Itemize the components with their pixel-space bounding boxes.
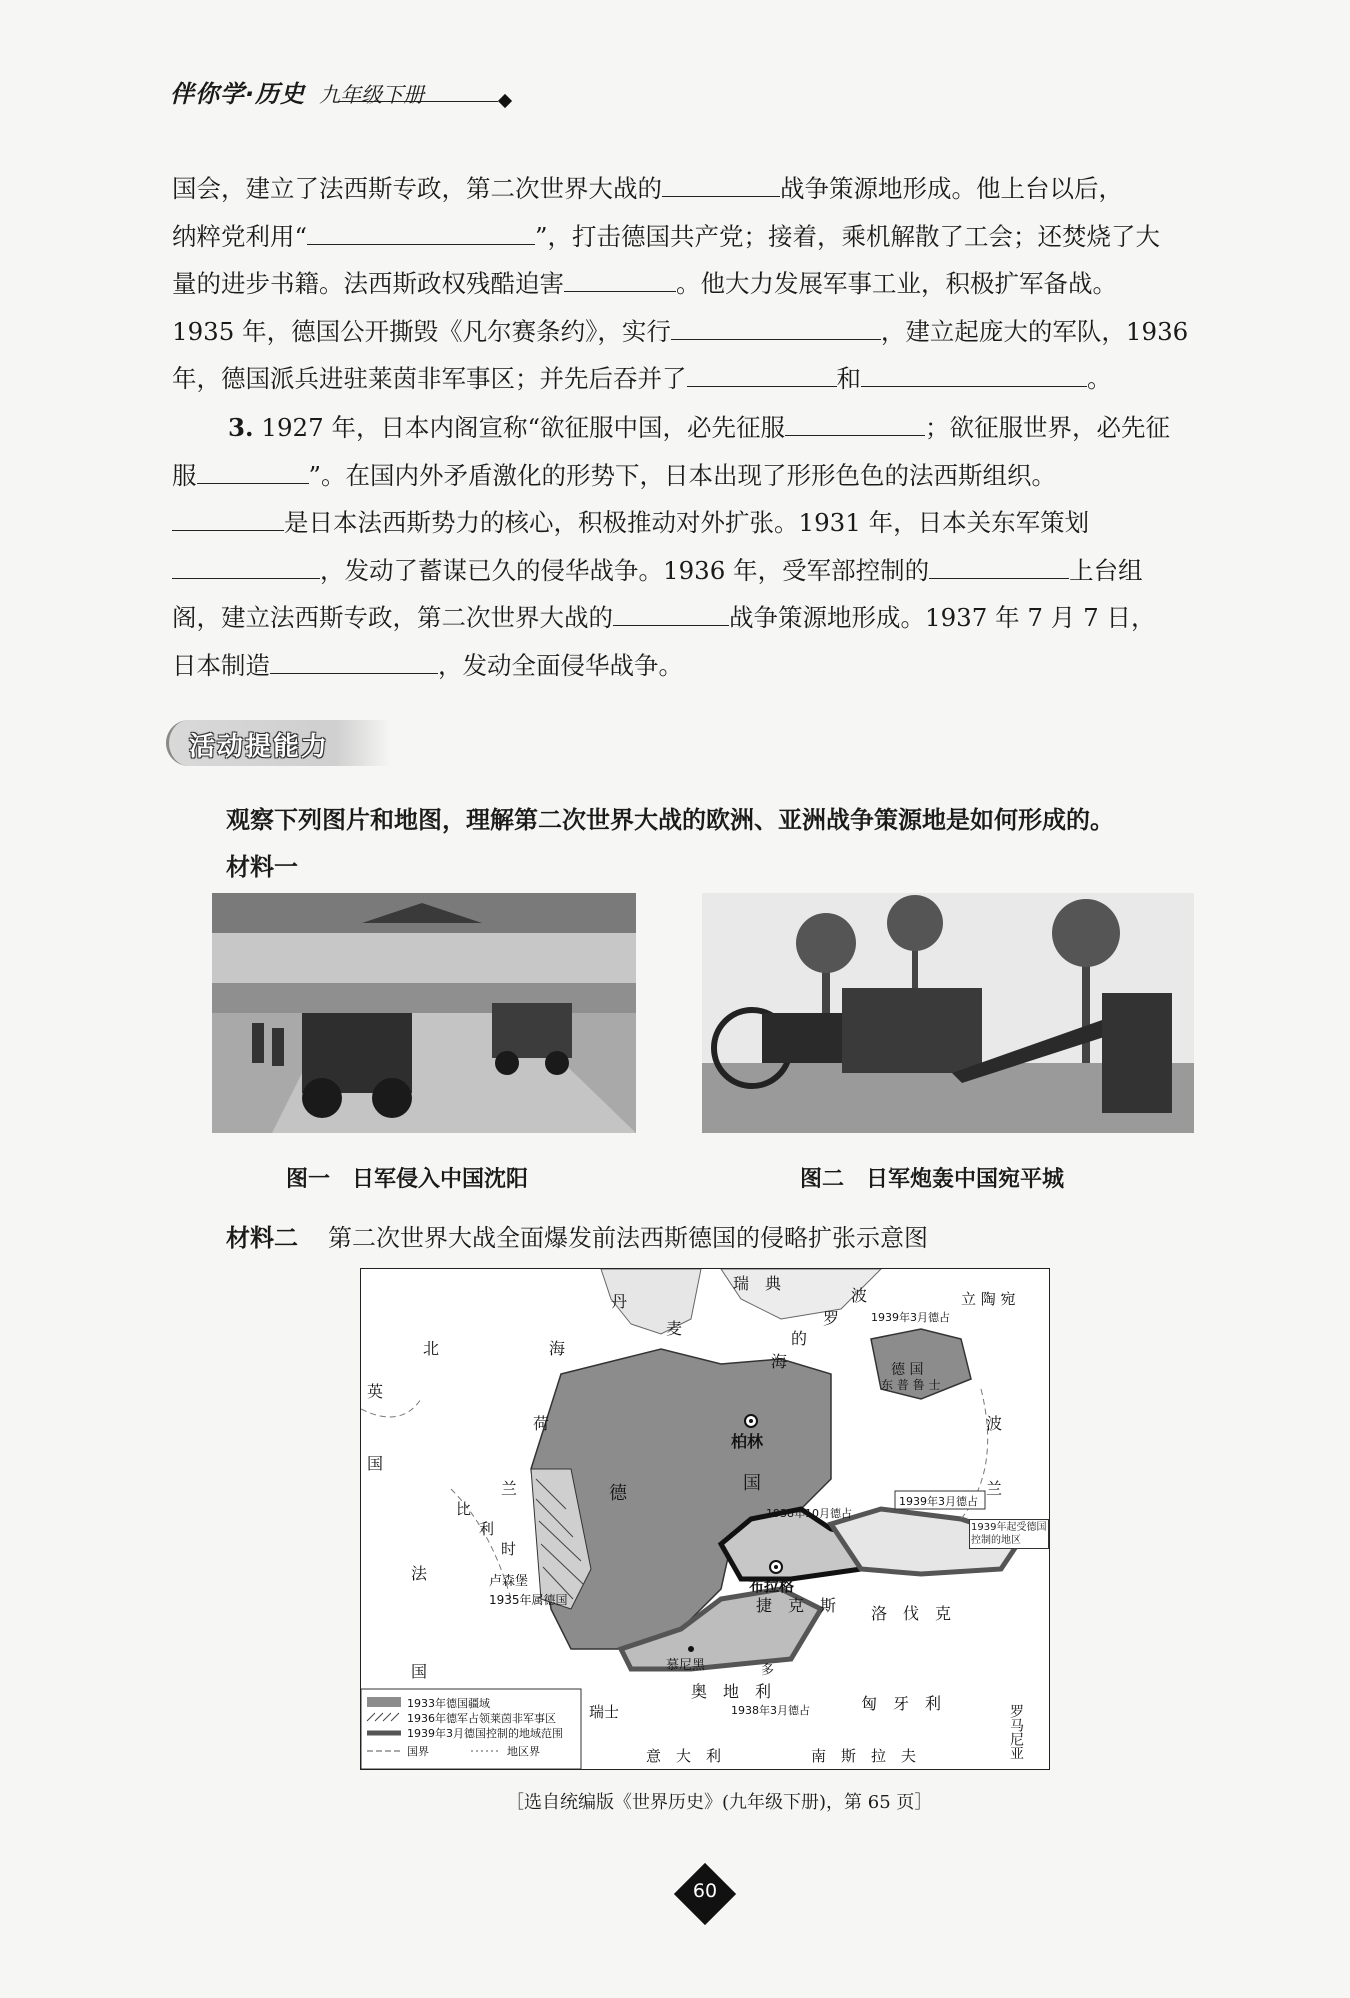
label-danube: 多	[761, 1663, 775, 1678]
label-north-sea-1: 北	[423, 1339, 440, 1358]
label-sweden: 瑞 典	[733, 1274, 782, 1293]
annotation-sudetenland: 1938年10月德占	[766, 1507, 852, 1520]
label-east-prussia-1: 德 国	[891, 1362, 924, 1378]
blank[interactable]	[613, 595, 729, 626]
label-denmark: 丹	[611, 1292, 628, 1311]
question-number: 3.	[228, 413, 254, 442]
annotation-slovakia: 1939年起受德国控制的地区	[969, 1519, 1049, 1549]
label-romania: 罗马尼亚	[1008, 1704, 1024, 1760]
label-prague: 布拉格	[749, 1577, 795, 1595]
activity-prompt: 观察下列图片和地图，理解第二次世界大战的欧洲、亚洲战争策源地是如何形成的。	[226, 806, 1114, 834]
label-baltic-2: 罗	[823, 1309, 840, 1328]
label-france-1: 法	[411, 1564, 428, 1583]
annotation-austria: 1938年3月德占	[731, 1704, 810, 1717]
blank[interactable]	[785, 405, 925, 436]
blank[interactable]	[662, 166, 780, 197]
blank[interactable]	[307, 214, 535, 245]
legend-1933: 1933年德国疆域	[407, 1697, 490, 1710]
label-england-2: 国	[367, 1454, 384, 1473]
material-two-heading	[226, 1218, 928, 1253]
label-switzerland: 瑞士	[589, 1703, 620, 1721]
book-series-title: 伴你学·历史	[170, 80, 306, 108]
label-east-prussia-2: 东 普 鲁 士	[881, 1378, 941, 1392]
running-header	[170, 74, 424, 109]
label-hungary: 匈 牙 利	[861, 1694, 942, 1713]
legend-1939-control: 1939年3月德国控制的地域范围	[407, 1727, 563, 1740]
section-tab	[166, 720, 391, 766]
label-poland-2: 兰	[986, 1479, 1003, 1498]
blank[interactable]	[270, 643, 438, 674]
annotation-memel: 1939年3月德占	[871, 1311, 950, 1324]
label-netherlands-1: 荷	[533, 1414, 550, 1433]
legend-national-border: 国界	[407, 1745, 429, 1758]
label-berlin: 柏林	[731, 1432, 764, 1451]
legend-regional-border: 地区界	[507, 1745, 540, 1758]
photo-japanese-army-shenyang	[212, 893, 636, 1133]
section-title: 活动提能力	[189, 732, 330, 762]
label-czech-2: 洛 伐 克	[871, 1604, 952, 1623]
label-england-1: 英	[367, 1382, 384, 1401]
label-denmark-2: 麦	[666, 1319, 683, 1338]
grade-label: 九年级下册	[319, 83, 425, 107]
label-baltic-3: 的	[791, 1329, 808, 1348]
figure-one-caption: 图一 日军侵入中国沈阳	[286, 1167, 529, 1192]
label-belgium-1: 比	[456, 1500, 472, 1518]
label-germany-2: 国	[743, 1473, 761, 1494]
photo-japanese-artillery-wanping	[702, 893, 1194, 1133]
label-austria: 奥 地 利	[691, 1682, 772, 1701]
label-luxembourg: 卢森堡	[489, 1574, 529, 1589]
blank[interactable]	[172, 548, 320, 579]
material-two-title: 第二次世界大战全面爆发前法西斯德国的侵略扩张示意图	[328, 1224, 928, 1252]
label-germany-1: 德	[609, 1483, 627, 1504]
germany-paragraph: 国会，建立了法西斯专政，第二次世界大战的 战争策源地形成。他上台以后， 纳粹党利用“ ”，打击德国共产党；接着，乘机解散了工会；还焚烧了大 量的进步书籍。法西斯政权残酷迫害 。他大力发展军事工业，积极扩军备战。 1935 年，德国公开撕毁《凡尔赛条约》，实行 ，建立起庞大的军队，1936 年，德国派兵进驻莱茵非军事区；并先后吞并了 和 。	[172, 165, 1242, 403]
label-france-2: 国	[411, 1662, 428, 1681]
germany-expansion-map	[360, 1268, 1050, 1770]
japan-paragraph: 3. 1927 年，日本内阁宣称“欲征服中国，必先征服 ；欲征服世界，必先征 服 ”。在国内外矛盾激化的形势下，日本出现了形形色色的法西斯组织。 是日本法西斯势力的核心，积极推动对外扩张。1931 年，日本关东军策划 ，发动了蓄谋已久的侵华战争。1936 年，受军部控制的 上台组 阁，建立法西斯专政，第二次世界大战的 战争策源地形成。1937 年 7 月 7 日， 日本制造 ，发动全面侵华战争。	[172, 404, 1242, 689]
blank[interactable]	[861, 356, 1087, 387]
header-rule	[338, 101, 498, 102]
label-belgium-2: 利	[479, 1520, 495, 1538]
blank[interactable]	[687, 356, 837, 387]
label-poland-1: 波	[986, 1414, 1003, 1433]
blank[interactable]	[197, 453, 309, 484]
label-yugoslavia: 南 斯 拉 夫	[811, 1747, 917, 1765]
page-number: 60	[692, 1880, 718, 1902]
blank[interactable]	[929, 548, 1069, 579]
header-diamond-icon	[498, 94, 512, 108]
label-lithuania: 立 陶 宛	[961, 1290, 1016, 1308]
label-baltic-1: 波	[851, 1286, 868, 1305]
figure-two-caption: 图二 日军炮轰中国宛平城	[800, 1167, 1065, 1192]
label-belgium-3: 时	[501, 1540, 517, 1558]
label-saar: 1935年属德国	[489, 1593, 568, 1607]
blank[interactable]	[172, 500, 284, 531]
blank[interactable]	[671, 309, 881, 340]
label-baltic-4: 海	[771, 1352, 788, 1371]
material-one-label: 材料一	[226, 853, 298, 881]
legend-rhineland: 1936年德军占领莱茵非军事区	[407, 1712, 556, 1725]
material-two-label: 材料二	[226, 1224, 298, 1252]
label-italy: 意 大 利	[646, 1747, 722, 1765]
annotation-bohemia: 1939年3月德占	[899, 1495, 978, 1508]
source-citation: ［选自统编版《世界历史》(九年级下册)，第 65 页］	[506, 1792, 933, 1813]
label-north-sea-2: 海	[549, 1339, 566, 1358]
label-czech-1: 捷 克 斯	[756, 1596, 837, 1615]
blank[interactable]	[564, 261, 676, 292]
label-netherlands-2: 兰	[501, 1479, 518, 1498]
label-munich: 慕尼黑	[666, 1658, 706, 1673]
